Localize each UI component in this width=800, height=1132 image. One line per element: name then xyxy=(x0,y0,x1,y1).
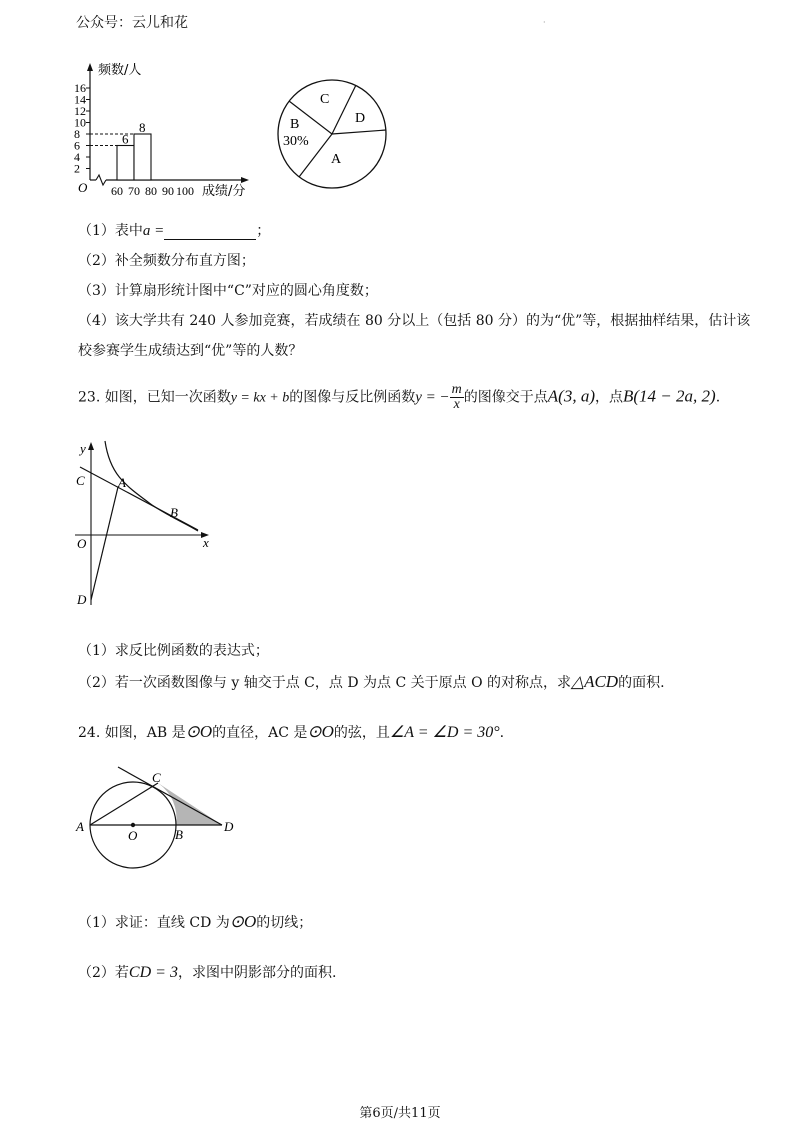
histogram-bar xyxy=(117,146,134,181)
axis-break xyxy=(96,175,106,185)
pie-label-c: C xyxy=(320,92,330,107)
circle-o-symbol: ⊙O xyxy=(307,722,334,741)
x-tick-label: 100 xyxy=(176,184,194,198)
q22-part3: （3）计算扇形统计图中“C”对应的圆心角度数； xyxy=(78,283,378,299)
q24-cd-equation: CD = 3 xyxy=(128,964,178,981)
stray-mark: · xyxy=(543,18,546,27)
q24-angle-equation: ∠A = ∠D = 30° xyxy=(389,724,500,741)
page-footer: 第6页/共11页 xyxy=(359,1106,441,1121)
q22-part1-suffix: ； xyxy=(256,223,271,239)
y-tick-label: 14 xyxy=(74,92,86,107)
y-tick-label: 6 xyxy=(74,138,80,153)
pie-label-a: A xyxy=(331,152,342,167)
q22-part4-line2: 校参赛学生成绩达到“优”等的人数？ xyxy=(78,343,303,359)
pie-label-b: B xyxy=(290,117,300,132)
label-o: O xyxy=(77,536,87,551)
pie-label-d: D xyxy=(355,111,366,126)
q24-stem-a: 24. 如图，AB 是 xyxy=(78,725,186,741)
histogram-bar xyxy=(134,134,151,180)
bar-value-label: 8 xyxy=(139,120,146,135)
q24-part1-b: 的切线； xyxy=(256,915,313,931)
x-axis-arrow xyxy=(241,177,249,183)
q23-linear-eq: y = kx + b xyxy=(230,390,290,406)
q22-part4-line1: （4）该大学共有 240 人参加竞赛，若成绩在 80 分以上（包括 80 分）的为“优”等，根据抽样结果，估计该 xyxy=(78,313,751,329)
fraction-denominator: x xyxy=(453,397,460,412)
triangle-acd: △ACD xyxy=(571,672,619,691)
q24-part1-a: （1）求证：直线 CD 为 xyxy=(78,915,230,931)
label-c: C xyxy=(152,770,161,785)
bar-value-label: 6 xyxy=(122,131,129,147)
y-ticks xyxy=(74,81,90,176)
q23-point-b: B(14 − 2a, 2) xyxy=(623,386,716,406)
q24-stem xyxy=(78,722,504,742)
pie-chart xyxy=(265,72,400,197)
q23-part1: （1）求反比例函数的表达式； xyxy=(78,643,269,659)
label-d: D xyxy=(224,819,234,834)
center-dot xyxy=(131,823,135,827)
label-a: A xyxy=(118,475,126,490)
label-b: B xyxy=(175,827,183,842)
pie-label-percent: 30% xyxy=(283,134,309,149)
q23-stem-b: 的图像与反比例函数 xyxy=(289,389,416,406)
q23-part2-a: （2）若一次函数图像与 y 轴交于点 C，点 D 为点 C 关于原点 O 的对称点，求 xyxy=(78,675,571,691)
q24-part2-a: （2）若 xyxy=(78,965,129,981)
bars xyxy=(90,120,151,180)
linear-function-line xyxy=(80,467,198,530)
q23-eq-y: y = − xyxy=(415,389,450,406)
label-o: O xyxy=(128,828,138,843)
label-a: A xyxy=(76,819,84,834)
q23-stem-end: . xyxy=(715,389,721,406)
circle-o-symbol: ⊙O xyxy=(185,722,213,741)
label-c: C xyxy=(76,473,85,488)
shaded-region xyxy=(158,783,222,825)
q23-function-graph xyxy=(70,435,220,610)
q24-stem-c: 的弦，且 xyxy=(333,725,390,741)
label-d: D xyxy=(77,592,87,607)
q24-stem-end: . xyxy=(499,725,505,741)
label-y: y xyxy=(80,441,86,456)
segment-ad xyxy=(91,487,118,600)
tangent-line-cd xyxy=(118,767,222,825)
chord-ac xyxy=(90,783,158,825)
y-axis-label: 频数/人 xyxy=(98,63,142,78)
q24-circle-figure xyxy=(70,765,240,880)
x-tick-label: 70 xyxy=(128,184,140,198)
q22-part1 xyxy=(78,220,270,240)
origin-label: O xyxy=(78,180,88,195)
x-tick-label: 60 xyxy=(111,184,123,198)
x-tick-label: 90 xyxy=(162,184,174,198)
y-tick-label: 16 xyxy=(74,81,86,95)
y-axis-arrow xyxy=(88,442,94,450)
x-axis-label: 成绩/分 xyxy=(202,184,246,199)
x-tick-label: 80 xyxy=(145,184,157,198)
q22-part2: （2）补全频数分布直方图； xyxy=(78,253,255,269)
fraction-numerator: m xyxy=(451,382,462,397)
q24-part2-b: ，求图中阴影部分的面积. xyxy=(177,965,337,981)
q23-stem-a: 23. 如图，已知一次函数 xyxy=(78,389,231,406)
circle-o-symbol: ⊙O xyxy=(229,912,257,931)
q23-point-a: A(3, a) xyxy=(547,386,596,406)
y-tick-label: 2 xyxy=(74,161,80,176)
q23-stem-d: ，点 xyxy=(595,389,624,406)
page-header: 公众号：云儿和花 xyxy=(76,15,188,31)
q23-part2 xyxy=(78,672,665,692)
q24-part1 xyxy=(78,912,312,932)
q22-part1-prefix: （1）表中 xyxy=(78,223,143,239)
frequency-histogram xyxy=(66,58,276,203)
y-tick-label: 4 xyxy=(74,150,80,164)
answer-blank xyxy=(164,225,256,240)
q24-part2 xyxy=(78,962,336,982)
label-x: x xyxy=(203,535,209,550)
x-tick-labels xyxy=(111,184,194,198)
q23-stem xyxy=(78,383,720,412)
y-tick-label: 10 xyxy=(74,115,86,130)
q23-stem-c: 的图像交于点 xyxy=(463,389,548,406)
q23-fraction xyxy=(450,383,464,412)
y-axis-arrow xyxy=(87,63,93,71)
label-b: B xyxy=(170,505,178,520)
y-tick-label: 8 xyxy=(74,127,80,141)
y-tick-label: 12 xyxy=(74,104,86,118)
q24-stem-b: 的直径，AC 是 xyxy=(212,725,308,741)
q23-part2-b: 的面积. xyxy=(618,675,665,691)
q22-var-a: a = xyxy=(142,223,165,239)
